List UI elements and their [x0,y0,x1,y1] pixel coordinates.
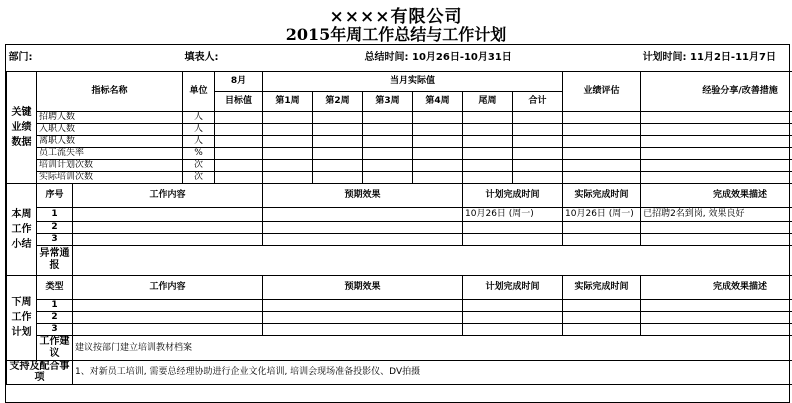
plan-col-actual: 实际完成时间 [563,275,641,299]
kpi-row [7,111,792,123]
summary-row-desc: 已招聘2名到岗, 效果良好 [641,207,792,221]
kpi-row [7,123,792,135]
summary-row-no: 1 [37,207,73,221]
kpi-actual: 当月实际值 [263,71,563,91]
plan-time: 计划时间: 11月2日-11月7日 [641,45,792,71]
kpi-week-4: 第4周 [413,91,463,111]
plan-col-desc: 完成效果描述 [641,275,792,299]
kpi-eval: 业绩评估 [563,71,641,111]
plan-row-no: 2 [37,311,73,323]
summary-col-plan: 计划完成时间 [463,183,563,207]
kpi-col-unit: 单位 [183,71,215,111]
kpi-row [7,147,792,159]
summary-header-row [7,183,792,207]
plan-row [7,311,792,323]
dept-label: 部门: [7,45,183,71]
kpi-header-row-1 [7,71,792,91]
support-label: 支持及配合事项 [7,360,73,384]
kpi-total: 合计 [513,91,563,111]
kpi-row-name: 招聘人数 [37,111,183,123]
report-title: 2015年周工作总结与工作计划 [285,25,507,44]
support-row [7,360,792,384]
summary-time: 总结时间: 10月26日-10月31日 [363,45,641,71]
summary-row-actual: 10月26日 (周一) [563,207,641,221]
kpi-row-unit: 人 [183,123,215,135]
kpi-row-name: 实际培训次数 [37,171,183,183]
plan-col-type: 类型 [37,275,73,299]
summary-row [7,207,792,221]
plan-row [7,299,792,311]
plan-col-plan: 计划完成时间 [463,275,563,299]
report-sheet [5,44,790,403]
kpi-row-name: 员工流失率 [37,147,183,159]
abnormal-label: 异常通报 [37,245,73,275]
kpi-row-name: 离职人数 [37,135,183,147]
suggest-label: 工作建议 [37,335,73,360]
summary-col-desc: 完成效果描述 [641,183,792,207]
kpi-row [7,171,792,183]
kpi-week-last: 尾周 [463,91,513,111]
kpi-row [7,135,792,147]
kpi-section-label: 关键业绩数据 [7,71,37,183]
support-text: 1、对新员工培训, 需要总经理协助进行企业文化培训, 培训会现场准备投影仪、DV拍摄 [73,360,792,384]
kpi-target: 目标值 [215,91,263,111]
kpi-week-3: 第3周 [363,91,413,111]
kpi-week-2: 第2周 [313,91,363,111]
summary-row-no: 3 [37,233,73,245]
abnormal-row [7,245,792,275]
kpi-col-name: 指标名称 [37,71,183,111]
kpi-month: 8月 [215,71,263,91]
plan-header-row [7,275,792,299]
header-row [7,45,792,71]
summary-section-label: 本周工作小结 [7,183,37,275]
kpi-row-unit: 次 [183,159,215,171]
kpi-row-unit: 人 [183,111,215,123]
summary-col-no: 序号 [37,183,73,207]
suggest-text: 建议按部门建立培训教材档案 [73,335,792,360]
summary-col-content: 工作内容 [73,183,263,207]
kpi-row-unit: 次 [183,171,215,183]
kpi-row-name: 入职人数 [37,123,183,135]
plan-col-content: 工作内容 [73,275,263,299]
summary-col-actual: 实际完成时间 [563,183,641,207]
kpi-row-name: 培训计划次数 [37,159,183,171]
summary-row-no: 2 [37,221,73,233]
kpi-share: 经验分享/改善措施 [641,71,792,111]
summary-row [7,221,792,233]
report-table [6,45,792,385]
summary-col-expect: 预期效果 [263,183,463,207]
plan-row-no: 1 [37,299,73,311]
suggest-row [7,335,792,360]
plan-row-no: 3 [37,323,73,335]
kpi-row [7,159,792,171]
summary-row [7,233,792,245]
kpi-week-1: 第1周 [263,91,313,111]
plan-row [7,323,792,335]
kpi-row-unit: 人 [183,135,215,147]
filler-label: 填表人: [183,45,363,71]
summary-row-plan: 10月26日 (周一) [463,207,563,221]
plan-section-label: 下周工作计划 [7,275,37,360]
plan-col-expect: 预期效果 [263,275,463,299]
kpi-row-unit: % [183,147,215,159]
company-title: ××××有限公司 [329,7,463,27]
